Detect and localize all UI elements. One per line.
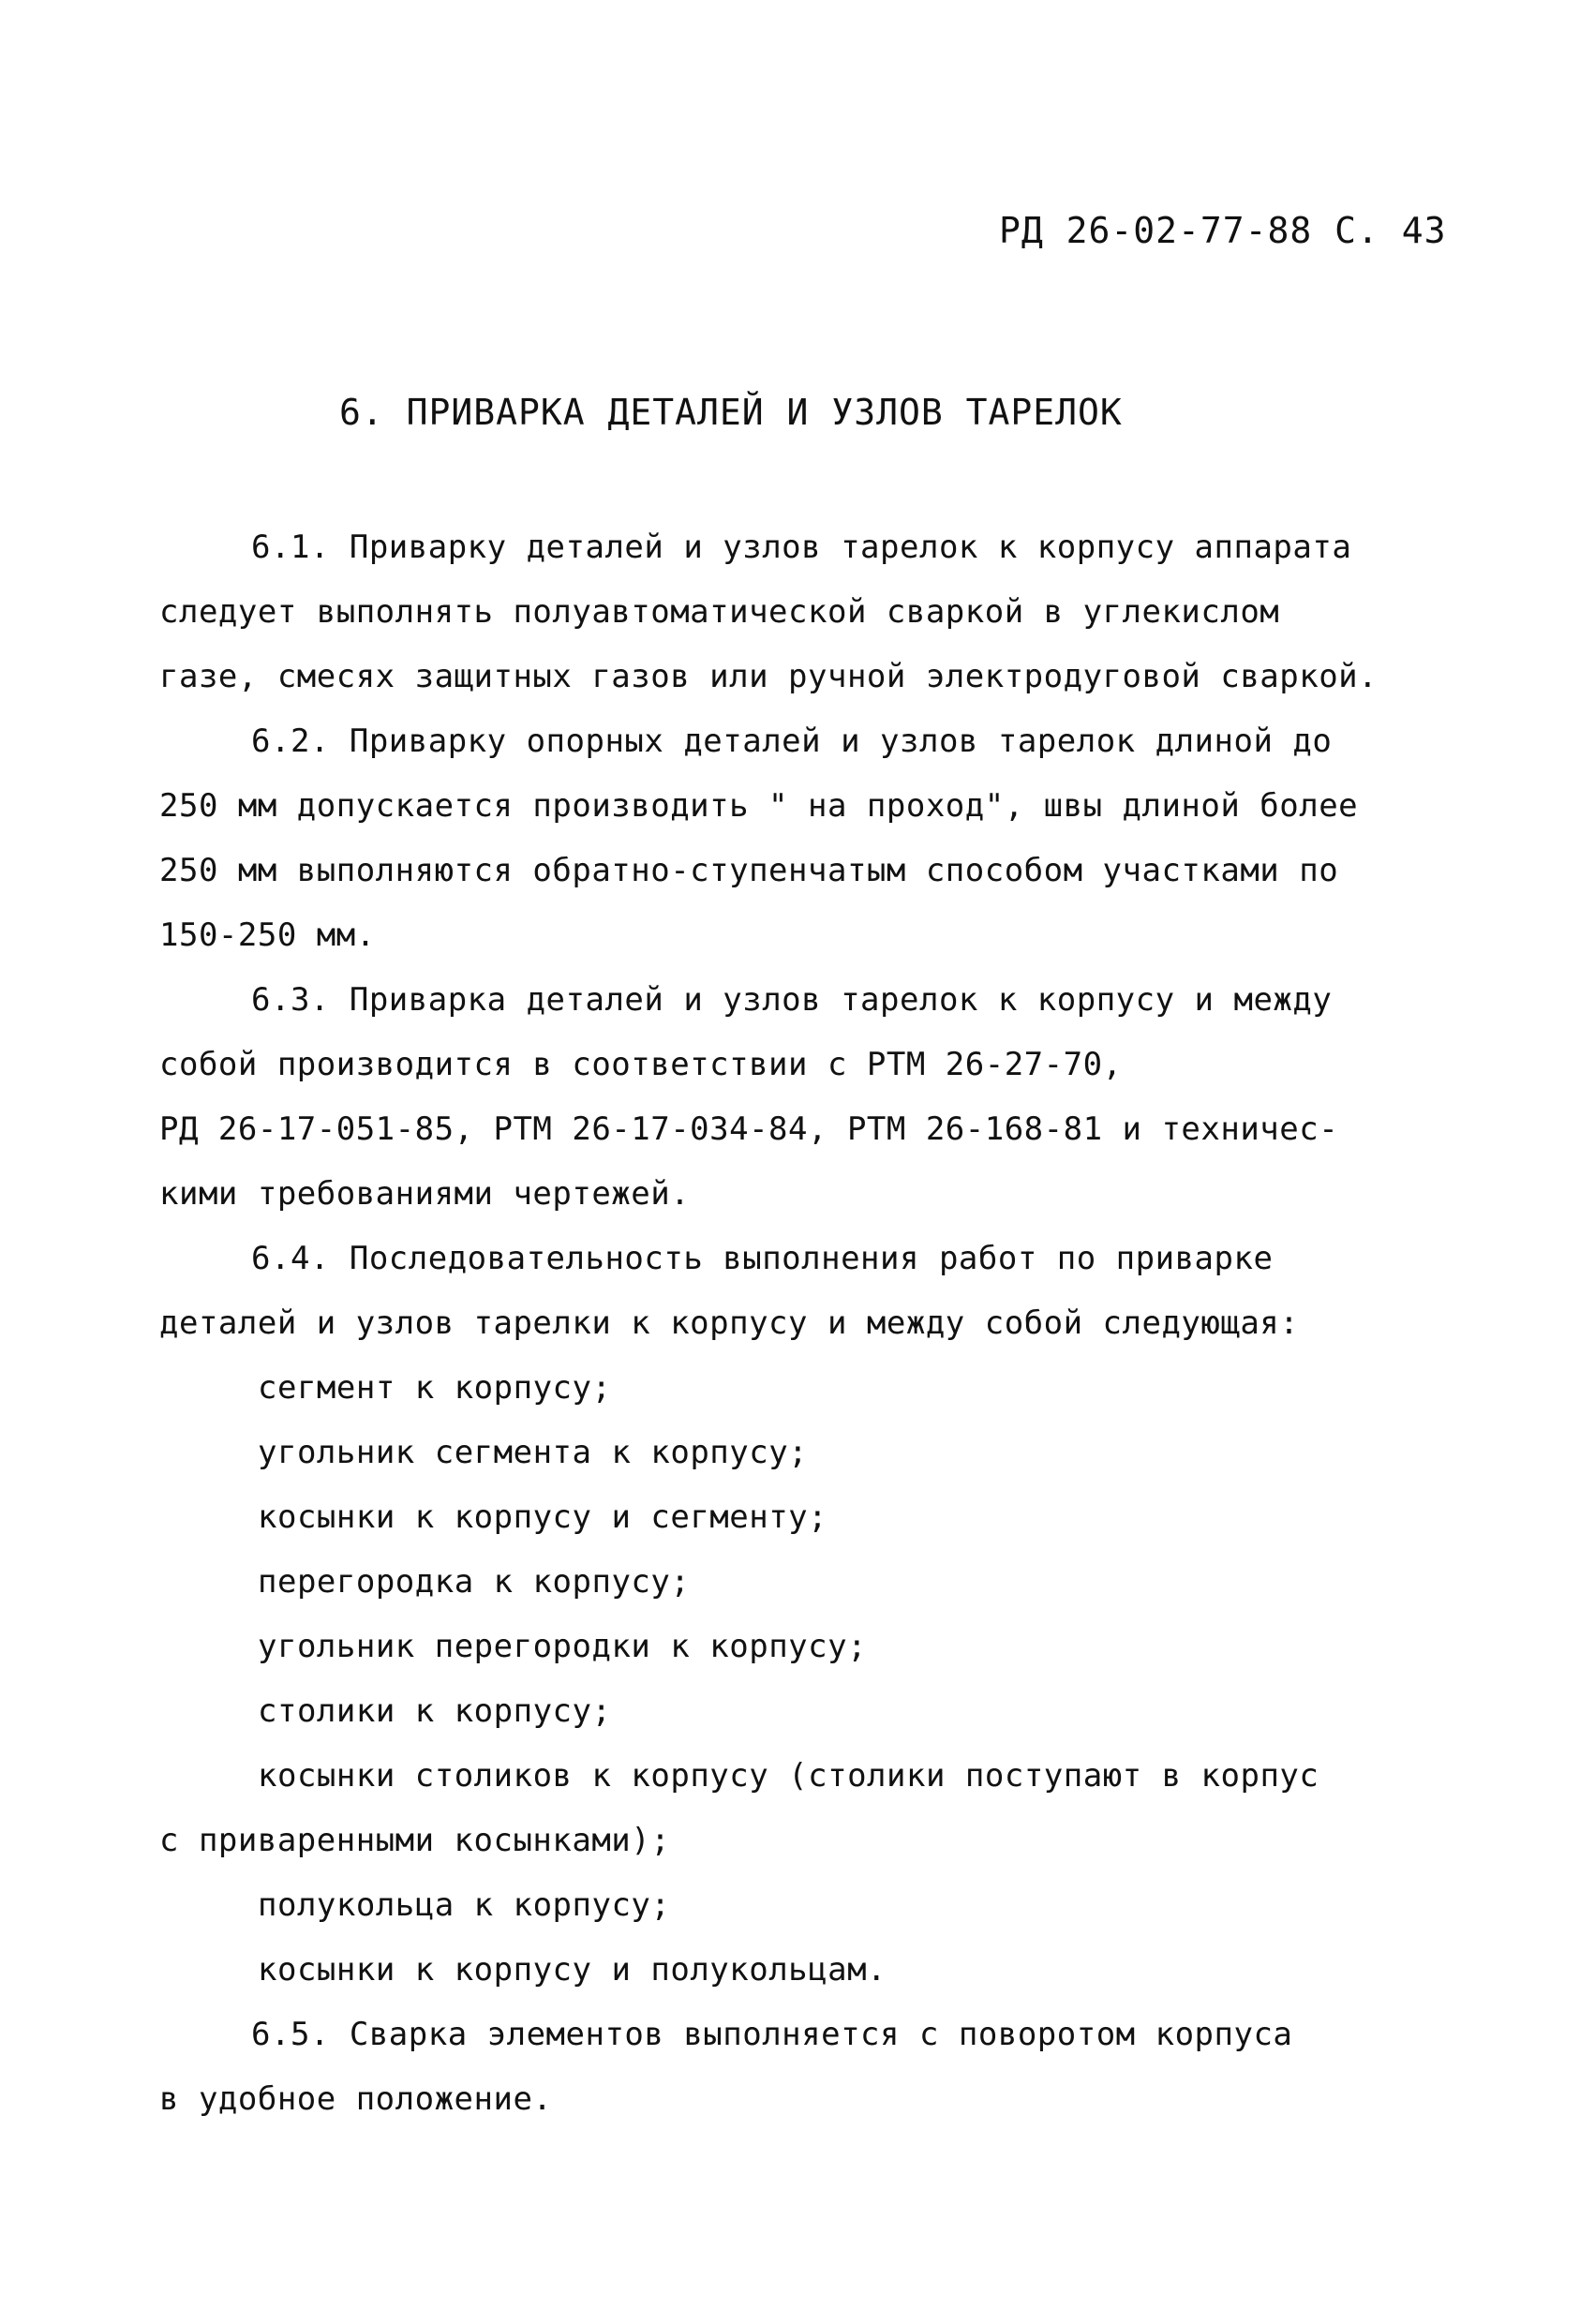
sequence-list-item: угольник перегородки к корпусу; [258, 1628, 868, 1665]
sequence-list-item: косынки к корпусу и сегменту; [258, 1498, 828, 1536]
sequence-list-item: угольник сегмента к корпусу; [258, 1434, 809, 1471]
sequence-list-item: сегмент к корпусу; [258, 1369, 612, 1407]
sequence-list-item: косынки столиков к корпусу (столики поступают в корпус [258, 1757, 1319, 1795]
paragraph-6-2-line: 6.2. Приварку опорных деталей и узлов тарелок длиной до [251, 723, 1333, 760]
paragraph-6-2-line: 250 мм выполняются обратно-ступенчатым способом участками по [159, 852, 1339, 889]
sequence-list-item: косынки к корпусу и полукольцам. [258, 1951, 887, 1989]
paragraph-6-1-line: следует выполнять полуавтоматической сваркой в углекислом [159, 593, 1280, 631]
paragraph-6-1-line: 6.1. Приварку деталей и узлов тарелок к корпусу аппарата [251, 529, 1352, 566]
document-reference-header: РД 26-02-77-88 С. 43 [999, 210, 1447, 251]
sequence-list-item: перегородка к корпусу; [258, 1563, 691, 1601]
paragraph-6-3-line: собой производится в соответствии с РТМ 26-27-70, [159, 1046, 1123, 1083]
paragraph-6-2-line: 250 мм допускается производить " на проход", швы длиной более [159, 787, 1359, 825]
sequence-list-item: столики к корпусу; [258, 1692, 612, 1730]
paragraph-6-3-line: 6.3. Приварка деталей и узлов тарелок к корпусу и между [251, 981, 1333, 1019]
sequence-list-item: полукольца к корпусу; [258, 1886, 671, 1924]
paragraph-6-2-line: 150-250 мм. [159, 916, 376, 954]
paragraph-6-4-line: 6.4. Последовательность выполнения работ по приварке [251, 1240, 1274, 1277]
paragraph-6-3-line: РД 26-17-051-85, РТМ 26-17-034-84, РТМ 26-168-81 и техничес- [159, 1110, 1339, 1148]
paragraph-6-4-line: деталей и узлов тарелки к корпусу и между собой следующая: [159, 1304, 1300, 1342]
paragraph-6-1-line: газе, смесях защитных газов или ручной электродуговой сваркой. [159, 658, 1379, 695]
paragraph-6-5-line: 6.5. Сварка элементов выполняется с поворотом корпуса [251, 2016, 1293, 2053]
paragraph-6-3-line: кими требованиями чертежей. [159, 1175, 691, 1213]
paragraph-6-5-line: в удобное положение. [159, 2080, 553, 2118]
section-title: 6. ПРИВАРКА ДЕТАЛЕЙ И УЗЛОВ ТАРЕЛОК [339, 392, 1123, 433]
sequence-list-item-continuation: с приваренными косынками); [159, 1822, 671, 1859]
